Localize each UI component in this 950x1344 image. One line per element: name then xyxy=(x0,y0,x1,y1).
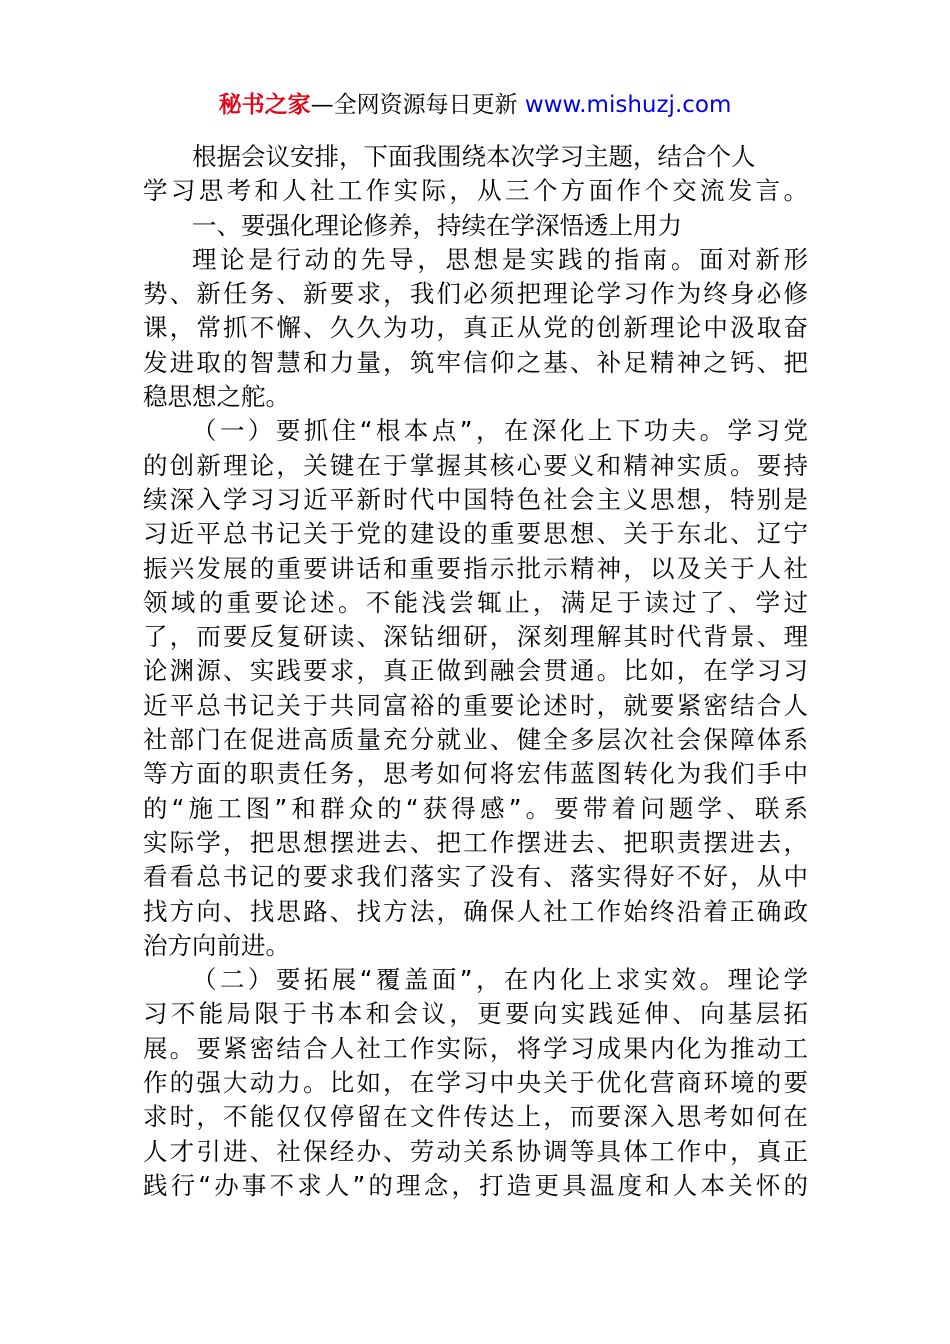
text-line: 的创新理论，关键在于掌握其核心要义和精神实质。要持 xyxy=(143,450,808,480)
text-line: 发进取的智慧和力量，筑牢信仰之基、补足精神之钙、把 xyxy=(143,347,808,377)
text-line: 续深入学习习近平新时代中国特色社会主义思想，特别是 xyxy=(143,484,808,514)
text-line: 人才引进、社保经办、劳动关系协调等具体工作中，真正 xyxy=(143,1136,808,1166)
text-line: 学习思考和人社工作实际，从三个方面作个交流发言。 xyxy=(143,176,808,206)
text-line: 课，常抓不懈、久久为功，真正从党的创新理论中汲取奋 xyxy=(143,313,808,343)
text-line: 作的强大动力。比如，在学习中央关于优化营商环境的要 xyxy=(143,1068,808,1098)
page-header xyxy=(0,88,950,122)
subsection-line: （二）要拓展“覆盖面”，在内化上求实效。理论学 xyxy=(192,965,808,995)
text-line: 习不能局限于书本和会议，更要向实践延伸、向基层拓 xyxy=(143,999,808,1029)
header-tagline: —全网资源每日更新 xyxy=(310,92,518,118)
text-line: 社部门在促进高质量充分就业、健全多层次社会保障体系 xyxy=(143,725,808,755)
text-line: 找方向、找思路、找方法，确保人社工作始终沿着正确政 xyxy=(143,896,808,926)
text-line: 理论是行动的先导，思想是实践的指南。面对新形 xyxy=(192,244,808,274)
text-line: 论渊源、实践要求，真正做到融会贯通。比如，在学习习 xyxy=(143,656,808,686)
text-line: 了，而要反复研读、深钻细研，深刻理解其时代背景、理 xyxy=(143,622,808,652)
text-line: 根据会议安排，下面我围绕本次学习主题，结合个人 xyxy=(192,142,756,171)
text-line: 领域的重要论述。不能浅尝辄止，满足于读过了、学过 xyxy=(143,587,808,617)
site-url-link[interactable]: www.mishuzj.com xyxy=(524,92,732,118)
text-line: 看看总书记的要求我们落实了没有、落实得好不好，从中 xyxy=(143,862,808,892)
text-line: 势、新任务、新要求，我们必须把理论学习作为终身必修 xyxy=(143,279,808,309)
text-line: 展。要紧密结合人社工作实际，将学习成果内化为推动工 xyxy=(143,1033,808,1063)
brand-name: 秘书之家 xyxy=(218,92,311,118)
text-line: 近平总书记关于共同富裕的重要论述时，就要紧密结合人 xyxy=(143,690,808,720)
text-line: 等方面的职责任务，思考如何将宏伟蓝图转化为我们手中 xyxy=(143,759,808,789)
text-line: 求时，不能仅仅停留在文件传达上，而要深入思考如何在 xyxy=(143,1102,808,1132)
document-body xyxy=(143,140,808,1203)
text-line: 稳思想之舵。 xyxy=(143,382,290,412)
text-line: 治方向前进。 xyxy=(143,930,290,960)
text-line: 的“施工图”和群众的“获得感”。要带着问题学、联系 xyxy=(143,793,808,823)
section-heading: 一、要强化理论修养，持续在学深悟透上用力 xyxy=(192,210,682,240)
text-line: 振兴发展的重要讲话和重要指示批示精神，以及关于人社 xyxy=(143,553,808,583)
text-line: 习近平总书记关于党的建设的重要思想、关于东北、辽宁 xyxy=(143,519,808,549)
subsection-line: （一）要抓住“根本点”，在深化上下功夫。学习党 xyxy=(192,416,808,446)
text-line: 实际学，把思想摆进去、把工作摆进去、把职责摆进去， xyxy=(143,827,808,857)
text-line: 践行“办事不求人”的理念，打造更具温度和人本关怀的 xyxy=(143,1170,808,1200)
